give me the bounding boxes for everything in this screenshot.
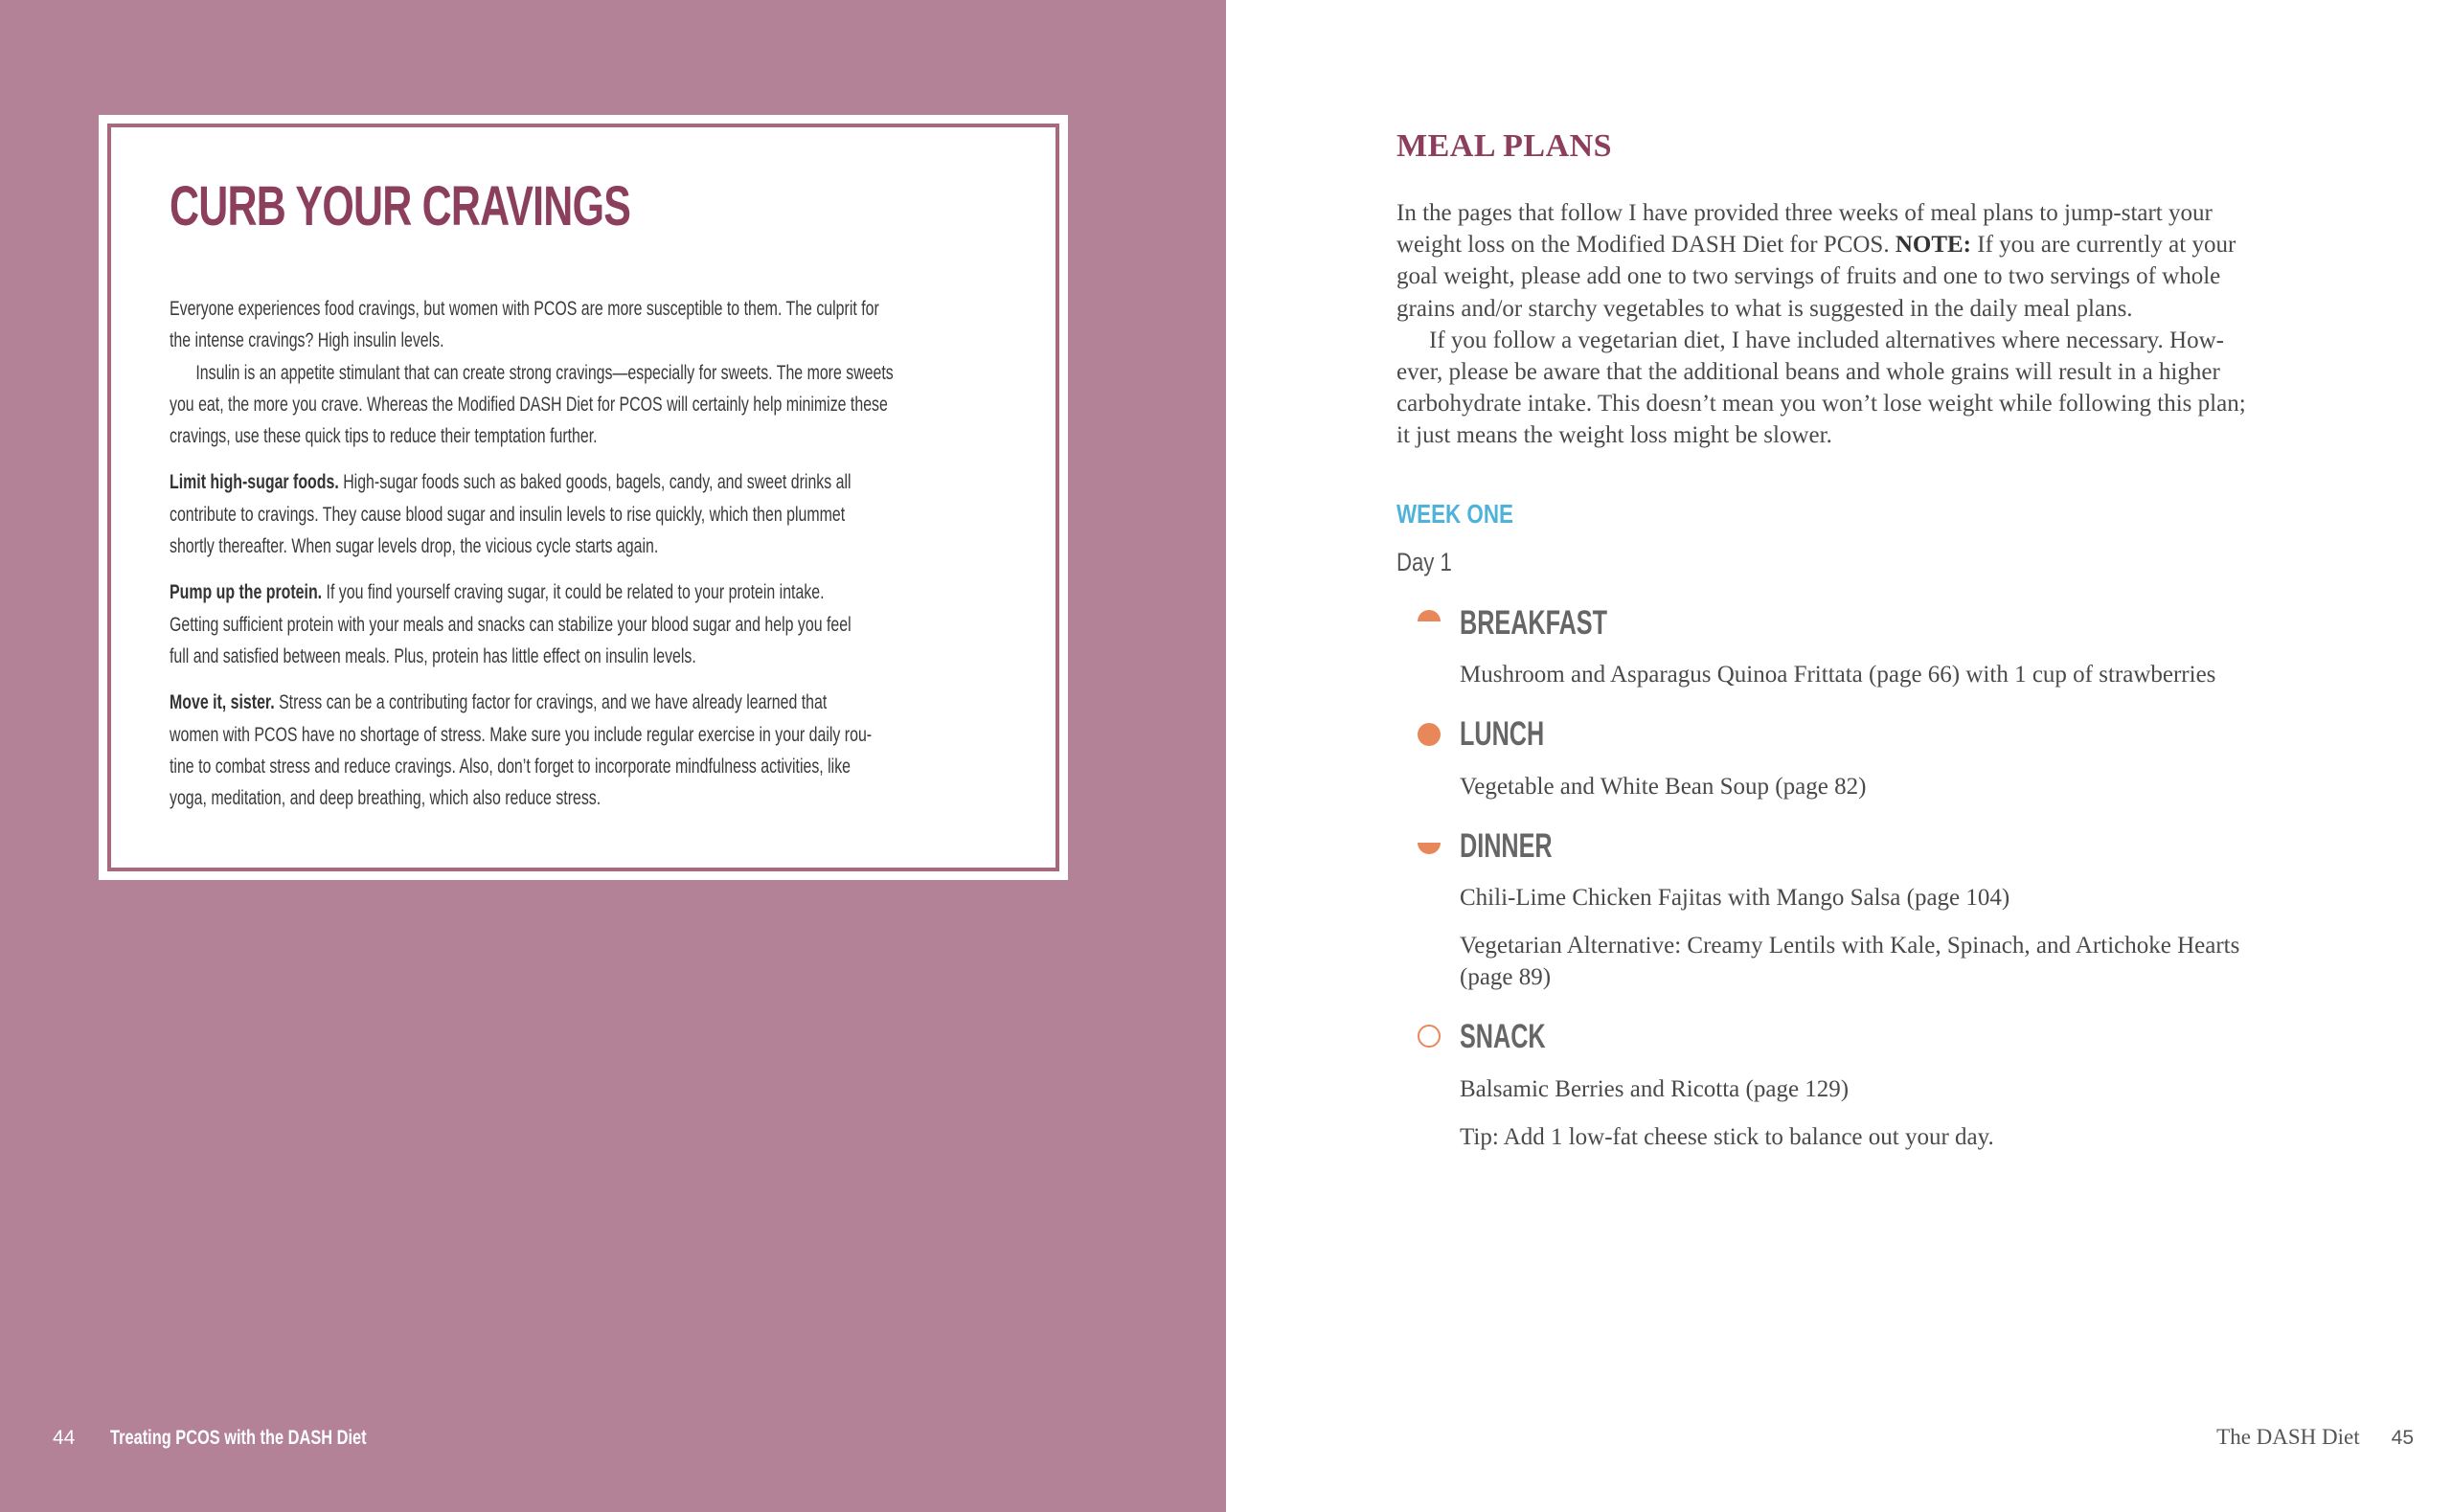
- meal-item: Vegetable and White Bean Soup (page 82): [1460, 774, 1867, 800]
- text-line: cravings, use these quick tips to reduce their temptation further.: [170, 424, 598, 448]
- text-line: If you are currently at your: [1971, 232, 2236, 259]
- text-line: women with PCOS have no shortage of stress. Make sure you include regular exercise in your daily rou-: [170, 722, 873, 746]
- intro-paragraph-1: [1396, 197, 2452, 325]
- intro-paragraph-2: [1396, 325, 2452, 452]
- text-line: contribute to cravings. They cause blood sugar and insulin levels to rise quickly, which then plummet: [170, 502, 846, 526]
- text-line: goal weight, please add one to two servings of fruits and one to two servings of whole: [1396, 263, 2221, 290]
- empty-circle-icon: [1417, 1024, 1442, 1049]
- day-label: Day 1: [1396, 548, 1452, 576]
- meal-item: Mushroom and Asparagus Quinoa Frittata (page 66) with 1 cup of strawberries: [1460, 662, 2216, 688]
- tip-move-it: [170, 687, 991, 814]
- section-title: MEAL PLANS: [1396, 128, 1613, 164]
- text-line: In the pages that follow I have provided three weeks of meal plans to jump-start your: [1396, 200, 2213, 226]
- meal-heading-snack: SNACK: [1460, 1018, 1546, 1055]
- intro-text: [1396, 197, 2452, 452]
- text-line: ever, please be aware that the additional beans and whole grains will result in a higher: [1396, 359, 2220, 386]
- text-line: weight loss on the Modified DASH Diet for PCOS.: [1396, 232, 1896, 259]
- text-line: you eat, the more you crave. Whereas the Modified DASH Diet for PCOS will certainly help minimize these: [170, 392, 888, 416]
- right-page: [1226, 0, 2452, 1512]
- meal-heading-lunch: LUNCH: [1460, 715, 1545, 753]
- meal-item: Balsamic Berries and Ricotta (page 129): [1460, 1076, 1850, 1102]
- text-line: yoga, meditation, and deep breathing, which also reduce stress.: [170, 786, 602, 810]
- meal-item: Chili-Lime Chicken Fajitas with Mango Salsa (page 104): [1460, 885, 2010, 911]
- sidebar-title: CURB YOUR CRAVINGS: [170, 175, 631, 237]
- text-line: carbohydrate intake. This doesn’t mean you won’t lose weight while following this plan;: [1396, 391, 2246, 417]
- week-label: WEEK ONE: [1396, 499, 1513, 529]
- text-line: Insulin is an appetite stimulant that can create strong cravings—especially for sweets. The more sweets: [195, 360, 894, 384]
- text-line: (page 89): [1460, 964, 1552, 991]
- tip-heading: Move it, sister.: [170, 690, 275, 714]
- sunrise-half-circle-icon: [1417, 609, 1442, 634]
- text-line: If you follow a vegetarian diet, I have included alternatives where necessary. How-: [1429, 327, 2224, 353]
- text-line: shortly thereafter. When sugar levels drop, the vicious cycle starts again.: [170, 534, 659, 558]
- running-title: The DASH Diet: [2216, 1425, 2360, 1449]
- text-line: Getting sufficient protein with your meals and snacks can stabilize your blood sugar and help you feel: [170, 612, 851, 636]
- tip-heading: Pump up the protein.: [170, 580, 323, 604]
- tip-limit-sugar: [170, 466, 991, 562]
- text-line: it just means the weight loss might be slower.: [1396, 422, 1832, 449]
- meal-heading-breakfast: BREAKFAST: [1460, 604, 1608, 642]
- sidebar-content: [170, 293, 991, 814]
- text-line: tine to combat stress and reduce cravings. Also, don’t forget to incorporate mindfulness activities, like: [170, 754, 851, 778]
- text-line: Vegetarian Alternative: Creamy Lentils with Kale, Spinach, and Artichoke Hearts: [1460, 933, 2240, 959]
- text-line: full and satisfied between meals. Plus, protein has little effect on insulin levels.: [170, 643, 696, 667]
- sunset-half-circle-icon: [1417, 838, 1442, 863]
- text-line: If you find yourself craving sugar, it could be related to your protein intake.: [322, 580, 825, 604]
- text-line: grains and/or starchy vegetables to what is suggested in the daily meal plans.: [1396, 295, 2133, 322]
- meal-item: [1460, 930, 2427, 993]
- page-number: 45: [2391, 1427, 2414, 1449]
- sidebar-intro-paragraph: [170, 293, 991, 357]
- text-line: Stress can be a contributing factor for cravings, and we have already learned that: [274, 690, 828, 714]
- running-title: Treating PCOS with the DASH Diet: [110, 1427, 367, 1449]
- page-number: 44: [53, 1427, 76, 1449]
- tip-protein: [170, 576, 991, 672]
- text-line: High-sugar foods such as baked goods, bagels, candy, and sweet drinks all: [338, 470, 851, 494]
- meal-tip: Tip: Add 1 low-fat cheese stick to balance out your day.: [1460, 1124, 1994, 1150]
- sidebar-box: [99, 115, 1068, 880]
- right-footer: [2216, 1425, 2414, 1452]
- full-circle-icon: [1417, 722, 1442, 747]
- note-label: NOTE:: [1895, 232, 1972, 259]
- tip-heading: Limit high-sugar foods.: [170, 470, 339, 494]
- text-line: the intense cravings? High insulin levels.: [170, 328, 444, 352]
- meal-heading-dinner: DINNER: [1460, 827, 1553, 865]
- text-line: Everyone experiences food cravings, but women with PCOS are more susceptible to them. The culprit for: [170, 297, 879, 320]
- sidebar-insulin-paragraph: [170, 357, 991, 453]
